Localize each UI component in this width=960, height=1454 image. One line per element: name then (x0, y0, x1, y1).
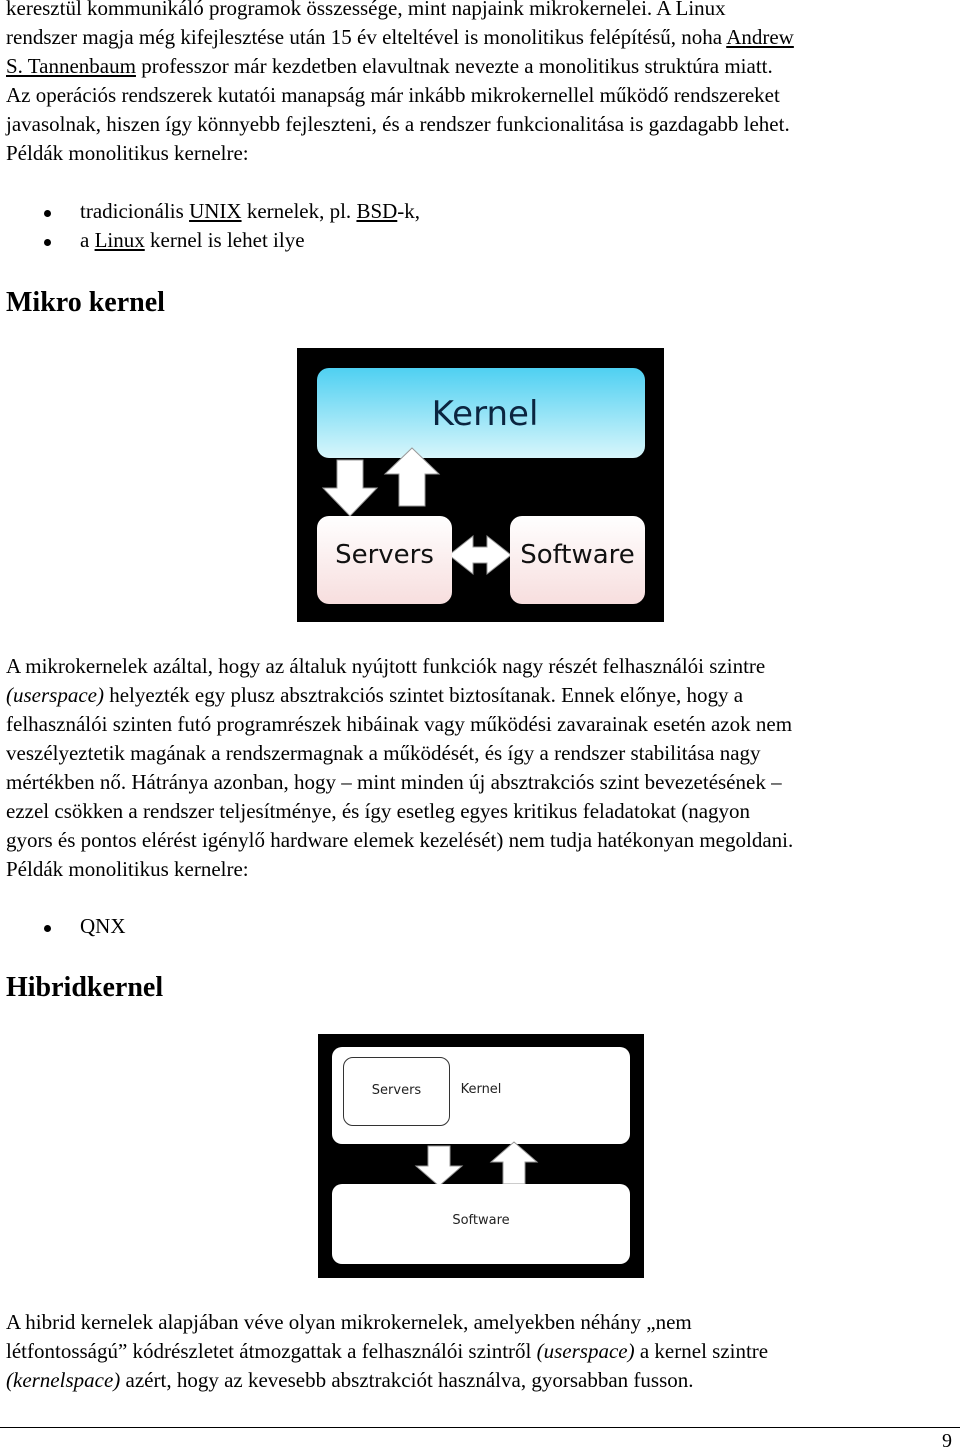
text-segment: a kernel szintre (634, 1339, 769, 1363)
text-line: felhasználói szinten futó programrészek hibáinak vagy működési zavarainak esetén azok nem (6, 712, 793, 736)
hybrid-kernel-diagram (318, 1034, 644, 1278)
text-line: gyors és pontos elérést igénylő hardware elemek kezelését) nem tudja hatékonyan megoldani. (6, 828, 794, 852)
text-segment: kernelek, pl. (241, 199, 357, 223)
software-label: Software (520, 540, 635, 570)
text-line: keresztül kommunikáló programok összessége, mint napjaink mikrokernelei. A Linux (6, 0, 726, 20)
arrow-down-icon (416, 1146, 462, 1186)
double-arrow-icon (449, 536, 511, 574)
bullet-icon (44, 239, 51, 246)
kernel-label: Kernel (460, 1082, 502, 1097)
text-segment: a (80, 228, 95, 252)
link-andrew-tannenbaum[interactable]: Andrew (726, 25, 794, 49)
section-heading-hybrid-kernel: Hibridkernel (6, 972, 164, 1003)
text-line: ezzel csökken a rendszer teljesítménye, és így esetleg egyes kritikus feladatokat (nagyon (6, 799, 751, 823)
italic-term: (userspace) (6, 683, 104, 707)
italic-term: (kernelspace) (6, 1368, 121, 1392)
text-segment: kernel is lehet ilye (144, 228, 305, 252)
software-label: Software (452, 1213, 510, 1228)
servers-label: Servers (335, 540, 434, 570)
text-segment: rendszer magja még kifejlesztése után 15 év elteltével is monolitikus felépítésű, noha (6, 25, 727, 49)
text-line: Példák monolitikus kernelre: (6, 141, 249, 165)
text-segment: tradicionális (80, 199, 190, 223)
link-andrew-tannenbaum[interactable]: S. Tannenbaum (6, 54, 136, 78)
text-line (6, 1337, 768, 1366)
list-item (80, 197, 420, 226)
text-line: veszélyeztetik magának a rendszermagnak a működését, és így a rendszer stabilitása nagy (6, 741, 761, 765)
text-segment: azért, hogy az kevesebb absztrakciót használva, gyorsabban fusson. (120, 1368, 694, 1392)
arrow-down-icon (323, 460, 377, 516)
text-segment: -k, (397, 199, 421, 223)
text-segment: professzor már kezdetben elavultnak nevezte a monolitikus struktúra miatt. (135, 54, 773, 78)
link-bsd[interactable]: BSD (356, 199, 398, 223)
link-unix[interactable]: UNIX (189, 199, 242, 223)
bullet-icon (44, 925, 51, 932)
software-box (510, 516, 645, 604)
page-number: 9 (942, 1430, 952, 1452)
text-line: Az operációs rendszerek kutatói manapság már inkább mikrokernellel működő rendszereket (6, 83, 780, 107)
italic-term: (userspace) (536, 1339, 635, 1363)
list-item: QNX (80, 914, 126, 938)
bullet-icon (44, 210, 51, 217)
list-item (80, 226, 305, 255)
servers-box (317, 516, 452, 604)
servers-label: Servers (371, 1083, 422, 1098)
text-line: A mikrokernelek azáltal, hogy az általuk nyújtott funkciók nagy részét felhasználói szintre (6, 654, 766, 678)
micro-kernel-diagram (297, 348, 664, 622)
link-linux[interactable]: Linux (94, 228, 145, 252)
text-line (6, 23, 794, 52)
text-line: A hibrid kernelek alapjában véve olyan mikrokernelek, amelyekben néhány „nem (6, 1310, 692, 1334)
text-line: Példák monolitikus kernelre: (6, 857, 249, 881)
text-line (6, 681, 743, 710)
footer-divider (0, 1427, 960, 1428)
kernel-label: Kernel (431, 394, 539, 434)
arrow-up-icon (385, 448, 439, 506)
text-segment: helyezték egy plusz absztrakciós szintet biztosítanak. Ennek előnye, hogy a (103, 683, 744, 707)
software-box (332, 1184, 630, 1264)
text-segment: létfontosságú” kódrészletet átmozgattak a felhasználói szintről (6, 1339, 537, 1363)
section-heading-micro-kernel: Mikro kernel (6, 287, 165, 318)
text-line: mértékben nő. Hátránya azonban, hogy – mint minden új absztrakciós szint bevezetésének – (6, 770, 782, 794)
text-line (6, 1366, 694, 1395)
text-line (6, 52, 773, 81)
arrow-up-icon (491, 1142, 537, 1184)
text-line: javasolnak, hiszen így könnyebb fejleszteni, és a rendszer funkcionalitása is gazdagabb lehet. (6, 112, 790, 136)
